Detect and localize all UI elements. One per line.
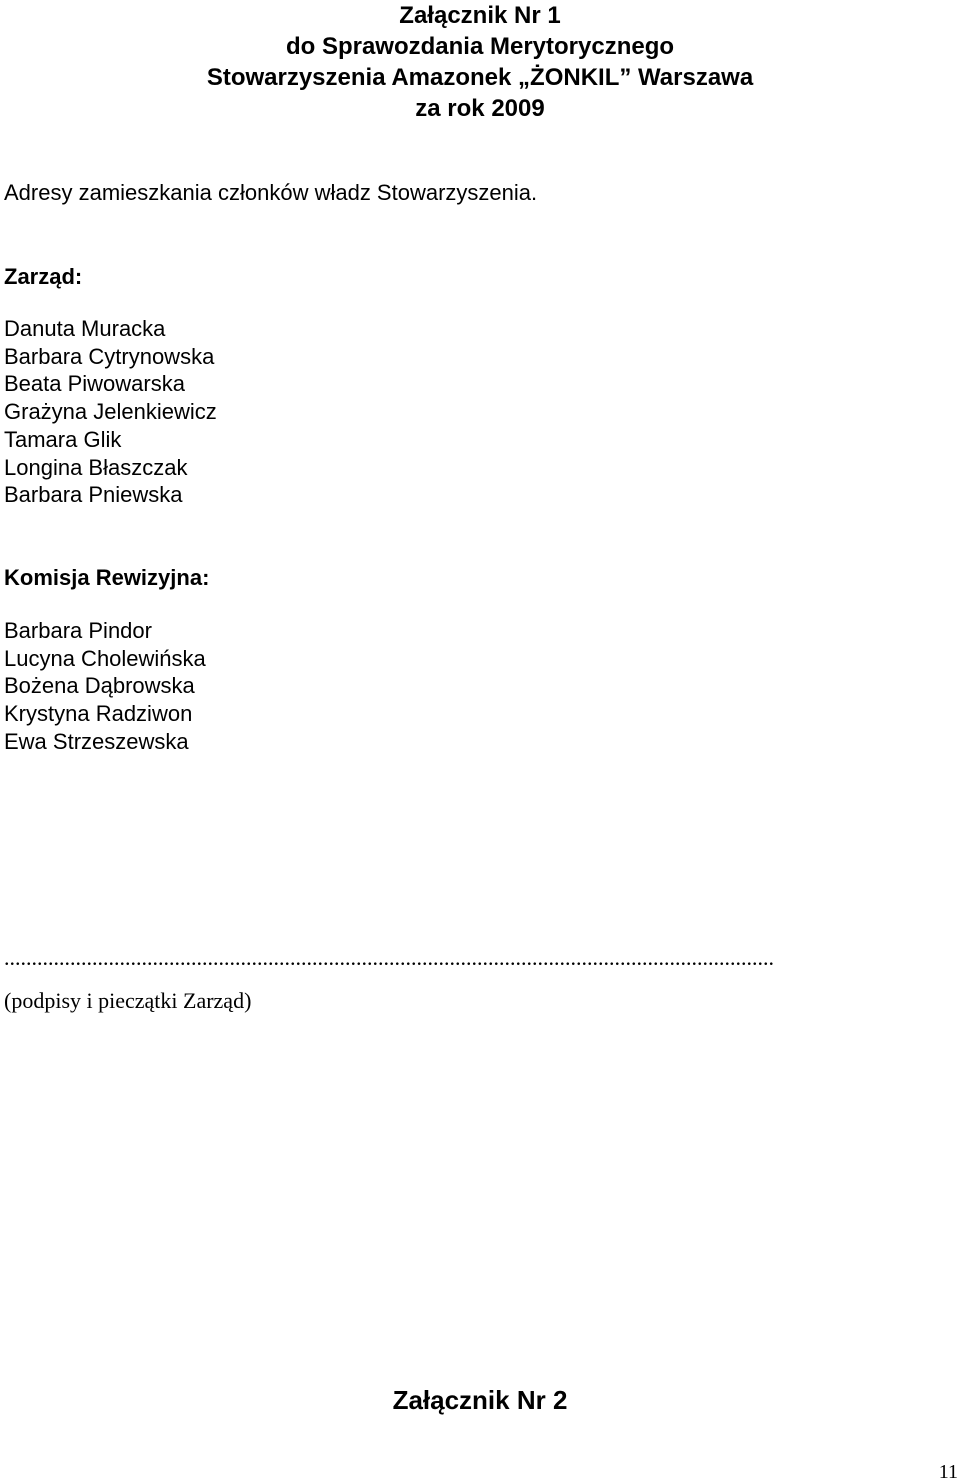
list-item: Ewa Strzeszewska — [4, 728, 189, 754]
list-item: Barbara Pniewska — [4, 482, 183, 508]
signature-line: ............................................................................................................................................ — [4, 945, 774, 970]
list-item: Beata Piwowarska — [4, 371, 185, 397]
komisja-heading: Komisja Rewizyjna: — [4, 565, 210, 590]
list-item: Tamara Glik — [4, 426, 122, 452]
zarzad-heading: Zarząd: — [4, 264, 83, 289]
list-item: Barbara Cytrynowska — [4, 343, 215, 369]
komisja-member-list — [4, 617, 206, 756]
list-item: Grażyna Jelenkiewicz — [4, 399, 217, 425]
header-line-4: za rok 2009 — [415, 95, 545, 122]
document-header — [0, 0, 960, 124]
list-item: Lucyna Cholewińska — [4, 645, 206, 671]
list-item: Danuta Muracka — [4, 316, 166, 341]
list-item: Barbara Pindor — [4, 618, 152, 643]
list-item: Bożena Dąbrowska — [4, 673, 195, 699]
header-line-2: do Sprawozdania Merytorycznego — [285, 33, 675, 60]
signature-caption: (podpisy i pieczątki Zarząd) — [4, 988, 252, 1013]
intro-text: Adresy zamieszkania członków władz Stowarzyszenia. — [4, 180, 538, 205]
list-item: Krystyna Radziwon — [4, 701, 193, 727]
list-item: Longina Błaszczak — [4, 454, 188, 480]
next-attachment-title: Załącznik Nr 2 — [392, 1385, 568, 1415]
header-line-1: Załącznik Nr 1 — [399, 2, 561, 29]
page-number: 11 — [938, 1461, 958, 1483]
header-line-3: Stowarzyszenia Amazonek „ŻONKIL” Warszawa — [206, 64, 754, 91]
zarzad-member-list — [4, 315, 217, 509]
